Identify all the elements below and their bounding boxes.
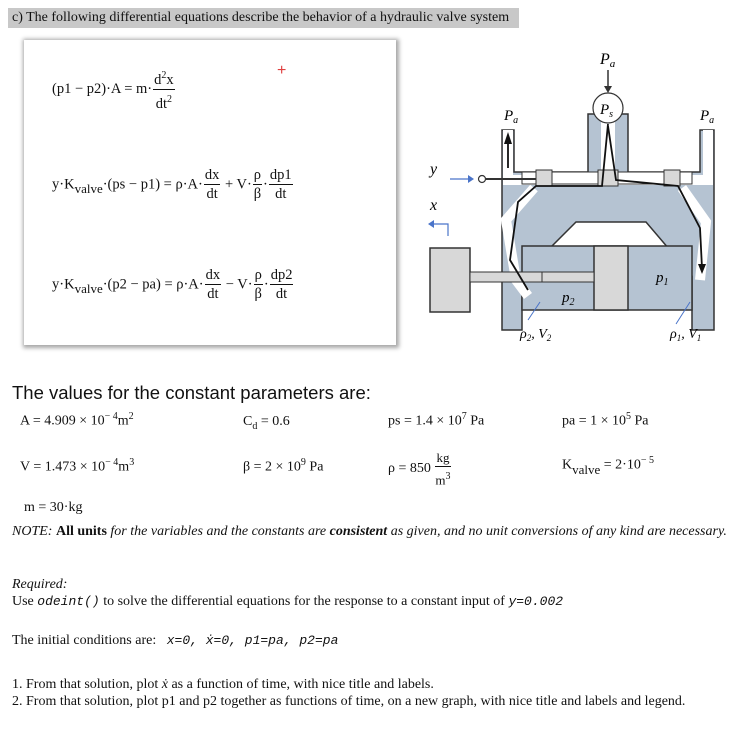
param-V: $V = 1.473 \times 10^{- 4}m^3$ — [20, 457, 135, 475]
param-Kvalve: Kvalve = $2\cdot 10^{- 5}$ — [562, 455, 654, 477]
required-label: Required: — [12, 577, 68, 592]
label-ps: $P_s$ — [600, 102, 614, 120]
label-pa-right: $P_a$ — [700, 108, 715, 126]
label-pa-top: Pa — [600, 51, 616, 70]
label-rho2-v2: $\rho_2$, $V_2$ — [520, 327, 552, 343]
note-paragraph: NOTE: All units for the variables and the constants are consistent as given, and no unit conversions of any kind are necessary. — [12, 524, 727, 539]
hydraulic-valve-diagram — [410, 40, 734, 350]
param-rho: ρ = 850 $\frac{kg}{m^3}$ — [388, 450, 451, 488]
param-m: m = 30·kg — [24, 500, 83, 515]
label-y: y — [430, 161, 438, 178]
cursor-plus-mark: + — [277, 62, 287, 79]
problem-heading: c) The following differential equations describe the behavior of a hydraulic valve system — [8, 8, 519, 28]
param-Cd: $C_d = 0.6$ — [243, 414, 290, 432]
label-pa-left: $P_a$ — [504, 108, 519, 126]
equation-1: (p1 − p2)·A = m· $\frac{d^2x}{dt^2}$ — [52, 70, 174, 112]
equation-2: y·Kvalve·(ps − p1) = ρ·A· $\frac{dx}{dt}$ + V· $\frac{\rho}{\beta}$ · $\frac{dp1}{dt}$ — [52, 167, 292, 202]
param-ps: ps = $1.4 \times 10^7$ Pa — [388, 411, 485, 429]
label-x: x — [430, 197, 438, 214]
task-item-1: 1. From that solution, plot ẋ as a function of time, with nice title and labels. — [12, 677, 434, 692]
initial-conditions: The initial conditions are: x=0, ẋ=0, p1=pa, p2=pa — [12, 633, 339, 648]
param-pa: pa = $1 \times 10^5$ Pa — [562, 411, 649, 429]
label-p1: $p_1$ — [656, 270, 669, 288]
task-item-2: 2. From that solution, plot p1 and p2 together as functions of time, on a new graph, with nice title and labels and legend. — [12, 694, 686, 709]
label-p2: $p_2$ — [562, 290, 575, 308]
param-A: $A = 4.909 \times 10^{- 4}m^2$ — [20, 411, 134, 429]
equation-3: y·Kvalve·(p2 − pa) = ρ·A· $\frac{dx}{dt}$ − V· $\frac{\rho}{\beta}$ · $\frac{dp2}{dt}$ — [52, 267, 293, 302]
params-title: The values for the constant parameters are: — [12, 382, 371, 403]
piston — [594, 246, 628, 310]
label-rho1-v1: $\rho_1$, $V_1$ — [670, 327, 702, 343]
required-instruction: Use odeint() to solve the differential equations for the response to a constant input of y=0.002 — [12, 594, 564, 609]
load-block — [430, 248, 470, 312]
param-beta: $\beta = 2 \times 10^9$ Pa — [243, 457, 324, 475]
